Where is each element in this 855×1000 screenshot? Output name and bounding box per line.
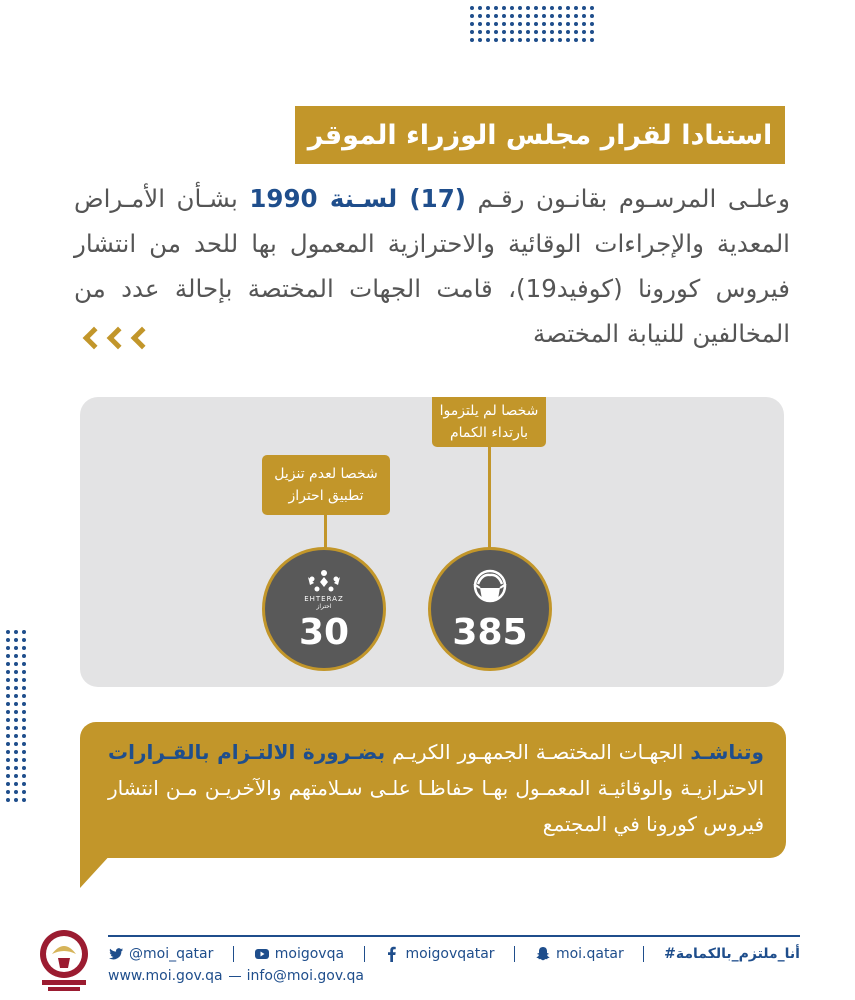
dot [494,6,498,10]
callout-rest: الاحترازيـة والوقائيـة المعمـول بهـا حفاظـا علـى سـلامتهم والآخريـن مـن انتشار فيروس كورونا في المجتمع [108,776,764,836]
dot [566,14,570,18]
dot [14,718,18,722]
facebook-link[interactable] [384,946,494,962]
dot [14,758,18,762]
dot [510,38,514,42]
dot [14,790,18,794]
dot [14,782,18,786]
youtube-icon [254,946,270,962]
dot [14,694,18,698]
dot [6,734,10,738]
dot [14,646,18,650]
dot [590,22,594,26]
dot [22,686,26,690]
intro-law-number: (17) لسـنة 1990 [249,184,466,213]
dot [22,630,26,634]
decorative-dots-left [6,630,26,802]
footer-separator [229,976,241,977]
dot [574,30,578,34]
dot [558,30,562,34]
dot [6,654,10,658]
dot [6,758,10,762]
dot [22,782,26,786]
intro-paragraph [74,176,790,356]
dot [534,14,538,18]
dot [494,38,498,42]
dot [502,14,506,18]
dot [582,30,586,34]
dot [486,6,490,10]
dot [582,14,586,18]
dot [582,6,586,10]
dot [590,30,594,34]
dot [6,782,10,786]
chevron-left-icon [83,327,106,350]
dot [550,14,554,18]
dot [494,30,498,34]
stat-circle-ehteraz [262,547,386,671]
dot [470,14,474,18]
dot [14,750,18,754]
dot [14,774,18,778]
dot [6,670,10,674]
callout-middle: الجهـات المختصـة الجمهـور الكريـم [385,740,691,764]
dot [6,702,10,706]
dot [582,38,586,42]
dot [510,14,514,18]
dot [22,662,26,666]
dot [14,766,18,770]
dot [518,22,522,26]
callout-text [108,734,764,842]
twitter-icon [108,946,124,962]
dot [486,30,490,34]
dot [542,30,546,34]
dot [534,22,538,26]
face-mask-icon [468,566,512,610]
dot [534,6,538,10]
dot [478,14,482,18]
dot [22,758,26,762]
dot [478,6,482,10]
dot [566,38,570,42]
dot [542,38,546,42]
dot [502,30,506,34]
twitter-link[interactable] [108,946,213,962]
dot [22,750,26,754]
dot [22,718,26,722]
dot [542,6,546,10]
dot [22,742,26,746]
dot [6,742,10,746]
footer-separator [233,946,234,962]
dot [22,702,26,706]
dot [6,630,10,634]
dot [502,38,506,42]
dot [6,750,10,754]
email-link[interactable]: info@moi.gov.qa [246,968,364,984]
dot [550,6,554,10]
dot [574,6,578,10]
dot [502,22,506,26]
intro-text-after: بشـأن الأمـراض المعدية والإجراءات الوقائية والاحترازية المعمول بها للحد من انتشار فيروس كورونا (كوفيد19)، قامت الجهات المختصة بإحالة عدد من المخالفين للنيابة المختصة [74,184,790,348]
callout-highlight: بضـرورة الالتـزام بالقـرارات [108,740,386,764]
youtube-handle: moigovqa [274,946,345,962]
dot [486,14,490,18]
dot [22,774,26,778]
footer-separator [643,946,644,962]
dot [558,22,562,26]
dot [534,30,538,34]
dot [14,654,18,658]
dot [590,38,594,42]
dot [486,22,490,26]
dot [510,22,514,26]
dot [478,22,482,26]
dot [518,6,522,10]
dot [574,38,578,42]
dot [22,646,26,650]
dot [470,30,474,34]
dot [550,30,554,34]
footer-divider [108,935,800,937]
dot [518,38,522,42]
dot [14,630,18,634]
dot [526,38,530,42]
stat-label-mask: شخصا لم يلتزموا بارتداء الكمام [432,397,546,447]
callout-lead: وتناشـد [690,740,764,764]
snapchat-icon [535,946,551,962]
dot [542,14,546,18]
stat-connector-ehteraz [324,515,327,551]
dot [558,14,562,18]
dot [566,6,570,10]
dot [22,694,26,698]
chevron-left-icon [107,327,130,350]
dot [526,22,530,26]
dot [582,22,586,26]
dot [574,14,578,18]
dot [6,646,10,650]
dot [22,766,26,770]
dot [14,662,18,666]
dot [6,694,10,698]
footer-separator [364,946,365,962]
ehteraz-logo-text: EHTERAZ [304,594,344,603]
dot [6,638,10,642]
stat-label-ehteraz: شخصا لعدم تنزيل تطبيق احتراز [262,455,390,515]
dot [22,790,26,794]
dot [478,38,482,42]
dot [590,14,594,18]
campaign-hashtag[interactable]: #أنا_ملتزم_بالكمامة [664,946,800,962]
dot [558,38,562,42]
dot [22,678,26,682]
dot [542,22,546,26]
dot [14,670,18,674]
decorative-dots-top [470,6,594,42]
dot [14,742,18,746]
dot [486,38,490,42]
dot [22,726,26,730]
dot [518,14,522,18]
ehteraz-logo-icon [304,567,344,597]
intro-text-before: وعلـى المرسـوم بقانـون رقـم [465,184,790,213]
page-title: استنادا لقرار مجلس الوزراء الموقر [295,106,785,164]
dot [22,734,26,738]
callout-tail [80,840,124,888]
dot [6,774,10,778]
dot [550,38,554,42]
dot [558,6,562,10]
footer-web-row [108,968,364,984]
dot [6,686,10,690]
stat-connector-mask [488,447,491,551]
dot [566,30,570,34]
qatar-moi-logo [28,920,100,994]
dot [6,662,10,666]
stat-value-mask: 385 [452,612,528,653]
dot [14,734,18,738]
twitter-handle: @moi_qatar [129,946,214,962]
dot [6,710,10,714]
dot [470,22,474,26]
dot [470,6,474,10]
dot [550,22,554,26]
dot [22,710,26,714]
dot [518,30,522,34]
dot [590,6,594,10]
dot [510,6,514,10]
dot [510,30,514,34]
facebook-handle: moigovqatar [405,946,495,962]
stat-circle-mask [428,547,552,671]
dot [6,678,10,682]
website-link[interactable]: www.moi.gov.qa [108,968,223,984]
chevron-arrows [86,330,150,346]
dot [14,678,18,682]
dot [22,654,26,658]
dot [494,14,498,18]
dot [6,718,10,722]
footer-separator [514,946,515,962]
dot [14,710,18,714]
dot [14,638,18,642]
dot [574,22,578,26]
ehteraz-logo-text-ar: احتراز [316,602,332,610]
dot [6,798,10,802]
footer-social-row [108,943,800,965]
facebook-icon [384,946,400,962]
dot [14,798,18,802]
dot [22,798,26,802]
dot [14,726,18,730]
chevron-left-icon [131,327,154,350]
dot [502,6,506,10]
dot [14,702,18,706]
snapchat-link[interactable] [535,946,624,962]
dot [478,30,482,34]
dot [526,14,530,18]
dot [6,726,10,730]
dot [566,22,570,26]
dot [22,670,26,674]
youtube-link[interactable] [254,946,344,962]
dot [6,790,10,794]
dot [14,686,18,690]
dot [6,766,10,770]
dot [494,22,498,26]
dot [534,38,538,42]
dot [470,38,474,42]
stat-value-ehteraz: 30 [298,611,350,653]
dot [526,6,530,10]
snapchat-handle: moi.qatar [555,946,624,962]
dot [22,638,26,642]
dot [526,30,530,34]
